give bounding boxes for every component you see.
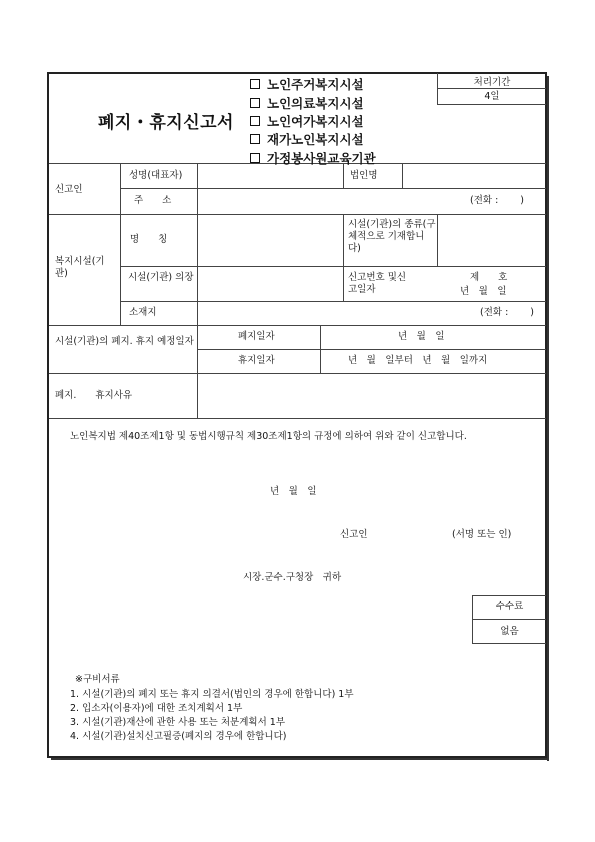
divider (120, 188, 546, 189)
signature-label: (서명 또는 인) (452, 529, 512, 540)
documents-heading: ※구비서류 (75, 674, 120, 685)
document-item: 1. 시설(기관)의 폐지 또는 휴지 의결서(법인의 경우에 한합니다) 1부 (70, 689, 354, 700)
closure-date-value: 년 월 일 (398, 331, 445, 342)
document-item: 2. 입소자(이용자)에 대한 조치계획서 1부 (70, 703, 243, 714)
registration-date: 년 월 일 (460, 286, 507, 297)
divider (49, 373, 546, 374)
checkbox-icon[interactable] (250, 116, 260, 126)
signer-label: 신고인 (340, 529, 368, 540)
location-phone-label: (전화 : ) (480, 307, 535, 318)
checkbox-icon[interactable] (250, 134, 260, 144)
option-item[interactable]: 재가노인복지시설 (250, 130, 364, 148)
divider (197, 163, 198, 418)
corp-name-label: 법인명 (350, 170, 378, 181)
schedule-label: 시설(기관)의 폐지. 휴지 예정일자 (55, 336, 194, 347)
divider (49, 418, 546, 419)
registration-number: 제 호 (470, 272, 508, 283)
divider (402, 163, 403, 188)
option-item[interactable]: 노인주거복지시설 (250, 75, 364, 93)
option-item[interactable]: 노인의료복지시설 (250, 94, 364, 112)
fee-value: 없음 (500, 626, 519, 637)
document-item: 4. 시설(기관)설치신고필증(폐지의 경우에 한합니다) (70, 731, 287, 742)
facility-type-label: 시설(기관)의 종류(구체적으로 기재합니다) (348, 219, 436, 254)
facility-label: 복지시설(기관) (55, 256, 105, 279)
declaration-text: 노인복지법 제40조제1항 및 동법시행규칙 제30조제1항의 규정에 의하여 위와 같이 신고합니다. (70, 431, 467, 442)
facility-head-label: 시설(기관) 의장 (128, 272, 194, 283)
divider (472, 619, 546, 620)
suspension-date-value: 년 월 일부터 년 월 일까지 (348, 355, 488, 366)
divider (120, 266, 546, 267)
option-item[interactable]: 노인여가복지시설 (250, 112, 364, 130)
divider (49, 214, 546, 215)
closure-date-label: 폐지일자 (238, 331, 275, 342)
divider (49, 325, 546, 326)
fee-label: 수수료 (495, 601, 524, 612)
divider (472, 595, 546, 596)
name-label: 성명(대표자) (129, 170, 183, 181)
facility-name-label: 명 칭 (130, 234, 168, 245)
divider (320, 325, 321, 373)
form-title: 폐지・휴지신고서 (98, 113, 234, 133)
reason-label: 폐지. 휴지사유 (55, 390, 133, 401)
divider (120, 301, 546, 302)
applicant-label: 신고인 (55, 184, 83, 195)
option-item[interactable]: 가정봉사원교육기관 (250, 149, 376, 167)
divider (437, 104, 546, 105)
divider (120, 163, 121, 325)
addressee: 시장.군수.구청장 귀하 (243, 572, 342, 583)
divider (197, 349, 546, 350)
form-frame (47, 72, 547, 758)
frame-shadow-right (547, 76, 549, 761)
processing-period-label: 처리기간 (473, 77, 511, 88)
declaration-date: 년 월 일 (270, 486, 317, 497)
checkbox-icon[interactable] (250, 153, 260, 163)
registration-label: 신고번호 및신고일자 (348, 272, 407, 295)
suspension-date-label: 휴지일자 (238, 355, 275, 366)
frame-shadow-bottom (51, 758, 549, 760)
location-label: 소재지 (129, 307, 157, 318)
divider (343, 214, 344, 301)
checkbox-icon[interactable] (250, 98, 260, 108)
divider (472, 643, 546, 644)
checkbox-icon[interactable] (250, 79, 260, 89)
divider (437, 214, 438, 266)
address-label: 주 소 (134, 195, 172, 206)
document-item: 3. 시설(기관)재산에 관한 사용 또는 처분계획서 1부 (70, 717, 286, 728)
phone-label: (전화 : ) (470, 195, 525, 206)
processing-period-value: 4일 (484, 91, 500, 102)
